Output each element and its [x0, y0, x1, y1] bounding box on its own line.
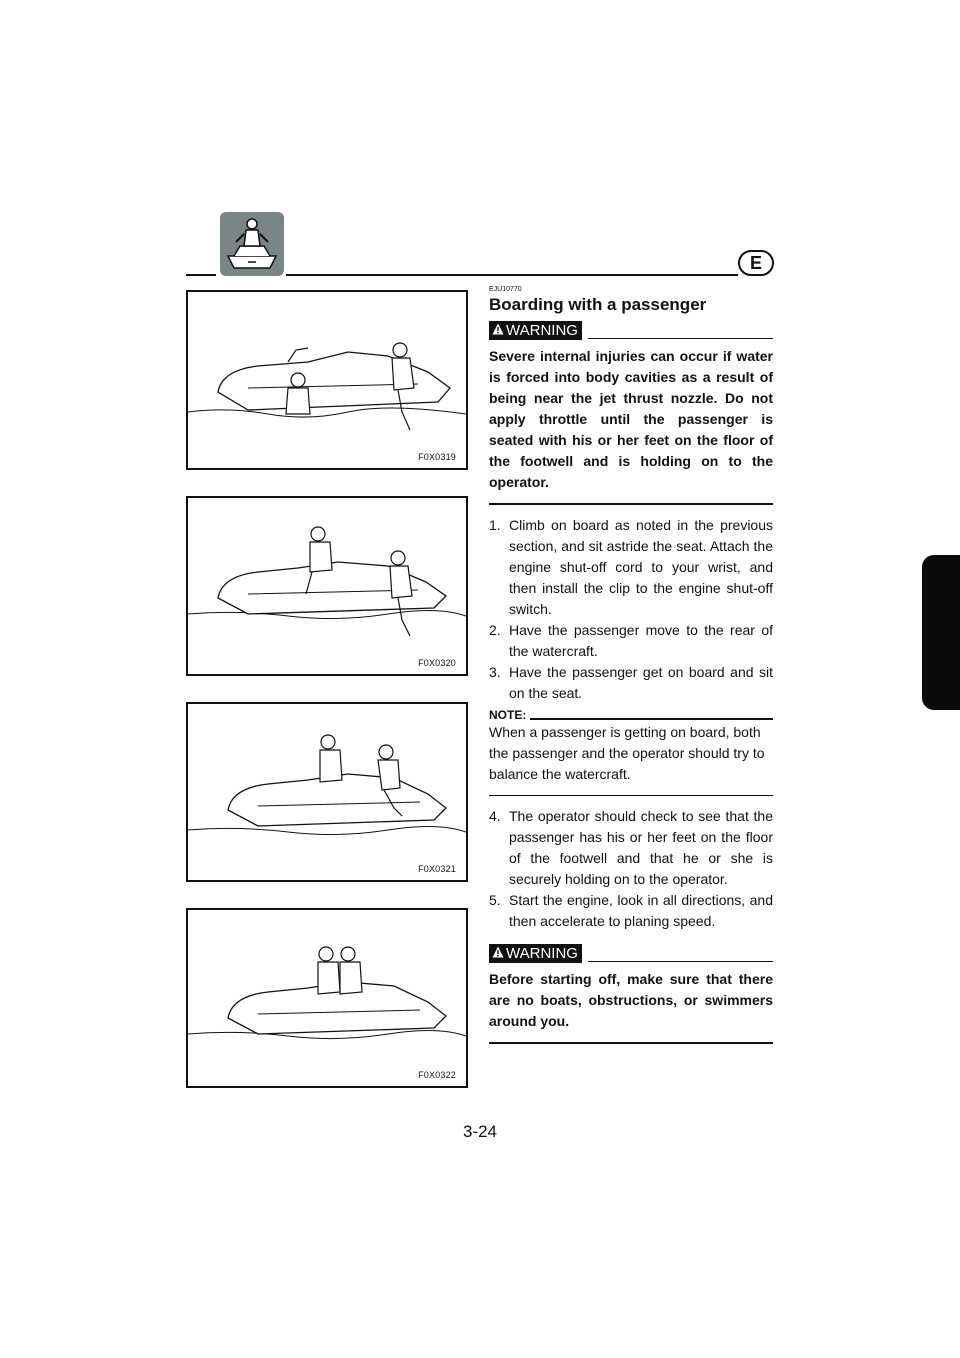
list-item: [489, 620, 773, 662]
list-item: [489, 806, 773, 890]
header-rule-lang: [688, 274, 738, 276]
step-text: Have the passenger get on board and sit on the seat.: [509, 663, 773, 701]
figure-code: F0X0321: [418, 864, 456, 874]
step-number: 3.: [489, 663, 501, 680]
header-rule-right: [286, 274, 688, 276]
warning-label: WARNING: [506, 945, 578, 962]
warning-text: Severe internal injuries can occur if water is forced into body cavities as a result of being near the jet thrust nozzle. Do not apply throttle until the passenger is seated with his or her feet on the floor of the footwell and is holding on to the operator.: [489, 348, 773, 490]
warning-text: Before starting off, make sure that there are no boats, obstructions, or swimmers around you.: [489, 971, 773, 1029]
section-title: Boarding with a passenger: [489, 295, 707, 314]
content-column: [489, 286, 773, 1054]
steps-list-a: [489, 515, 773, 704]
chapter-side-tab: [922, 555, 960, 710]
warning-end-rule: [489, 503, 773, 505]
figure-both-seated: [186, 908, 468, 1088]
warning-triangle-icon: [492, 322, 504, 339]
step-text: Start the engine, look in all directions, and then accelerate to planing speed.: [509, 892, 773, 929]
warning-label: WARNING: [506, 322, 578, 339]
figure-code: F0X0322: [418, 1070, 456, 1080]
section-code: EJU10770: [489, 286, 522, 293]
warning-header: [489, 944, 773, 963]
figure-code: F0X0320: [418, 658, 456, 668]
jetski-rider-icon: [220, 212, 284, 276]
list-item: [489, 515, 773, 620]
step-text: Climb on board as noted in the previous section, and sit astride the seat. Attach the engine shut-off cord to your wrist, and then install the clip to the engine shut-off switch.: [509, 516, 773, 617]
step-number: 2.: [489, 621, 501, 638]
list-item: [489, 890, 773, 932]
warning-badge: [489, 321, 582, 340]
note-rule: [530, 718, 773, 720]
warning-header: [489, 321, 773, 340]
page-number: 3-24: [462, 1122, 498, 1141]
warning-rule: [588, 338, 773, 340]
warning-badge: [489, 944, 582, 963]
note-end-rule: [489, 795, 773, 797]
step-text: The operator should check to see that the passenger has his or her feet on the floor of the footwell and that he or she is securely holding on to the operator.: [509, 808, 773, 887]
figure-code: F0X0319: [418, 452, 456, 462]
note-label: NOTE:: [489, 707, 527, 722]
steps-list-b: [489, 806, 773, 932]
figure-passenger-boarding: [186, 702, 468, 882]
warning-triangle-icon: [492, 945, 504, 962]
note-text: When a passenger is getting on board, both the passenger and the operator should try to balance the watercraft.: [489, 723, 765, 782]
warning-end-rule: [489, 1042, 773, 1044]
step-text: Have the passenger move to the rear of the watercraft.: [509, 621, 773, 659]
header-rule-left: [186, 274, 216, 276]
figure-passenger-in-water: [186, 290, 468, 470]
warning-rule: [588, 961, 773, 963]
step-number: 1.: [489, 516, 501, 533]
step-number: 4.: [489, 808, 501, 824]
step-number: 5.: [489, 892, 501, 908]
note-header: [489, 708, 773, 722]
figure-passenger-approaching-rear: [186, 496, 468, 676]
list-item: [489, 662, 773, 704]
language-badge: E: [738, 250, 774, 276]
